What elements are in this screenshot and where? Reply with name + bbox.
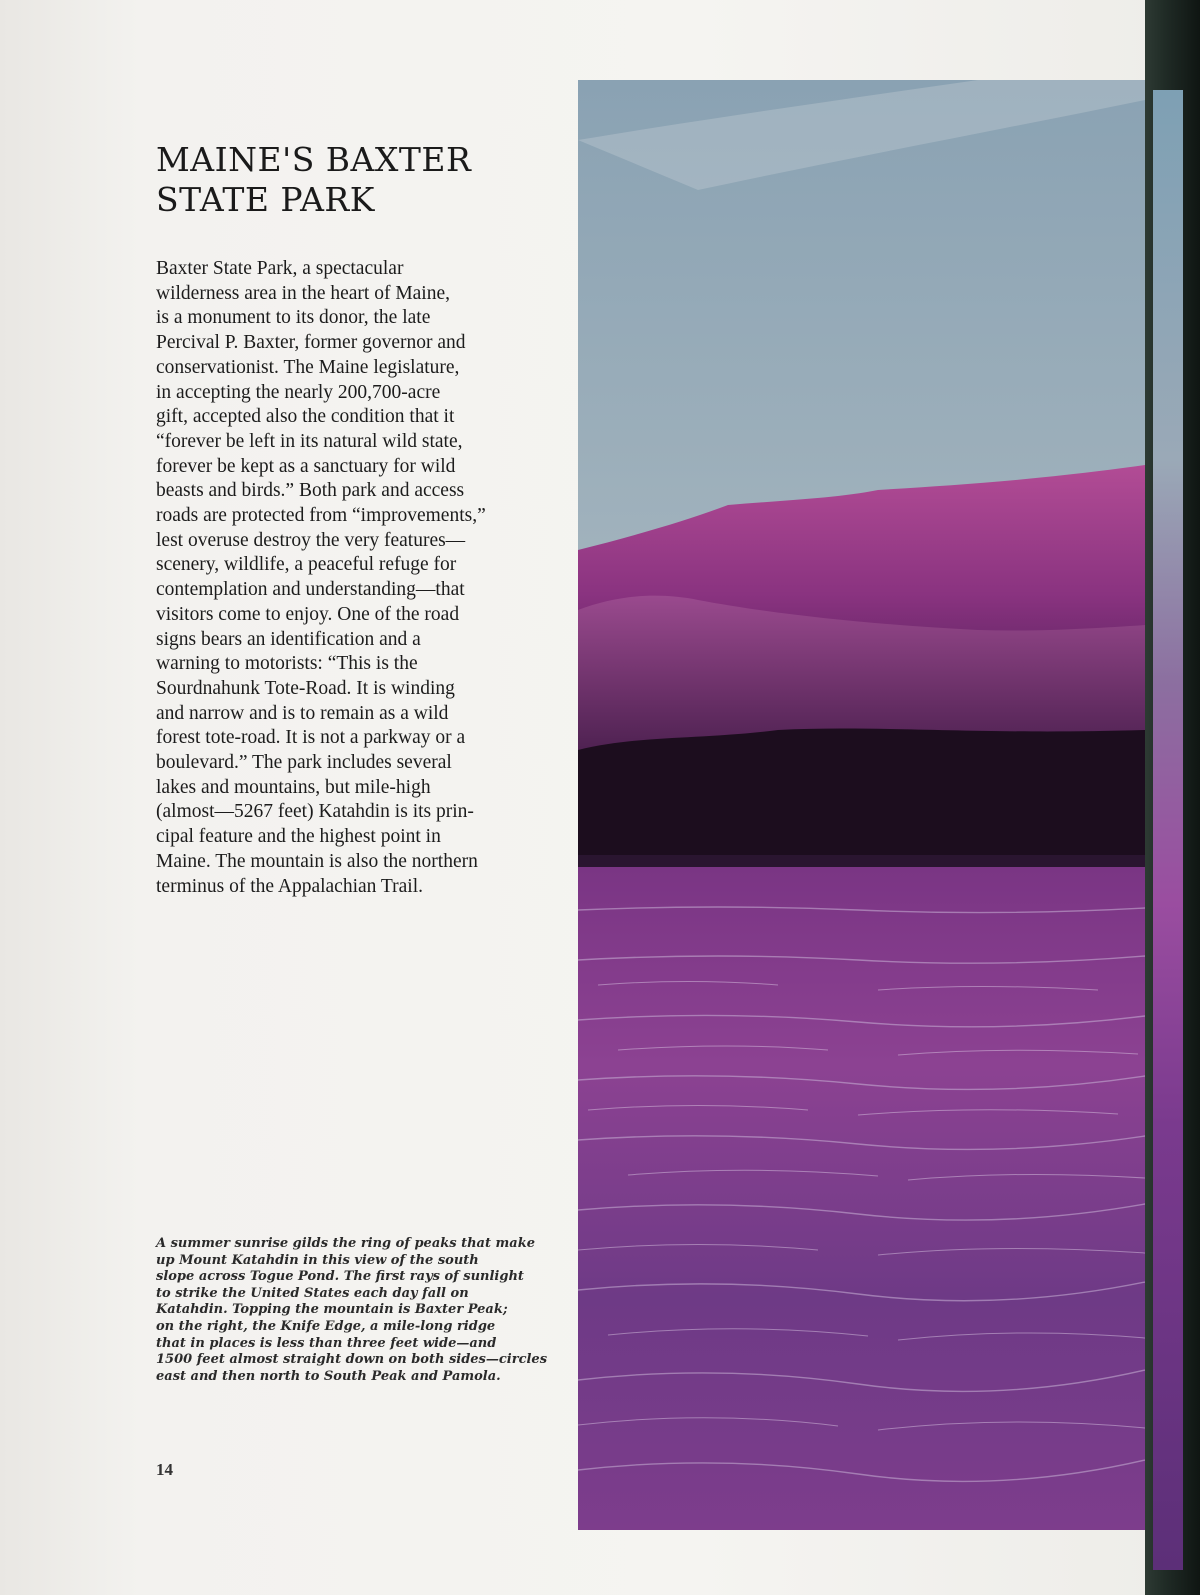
page-number: 14 [156, 1460, 173, 1479]
title-line-1: MAINE'S BAXTER [156, 140, 472, 179]
photo-caption: A summer sunrise gilds the ring of peaks that make up Mount Katahdin in this view of the south slope across Togue Pond. The first rays of sunlight to strike the United States each day fall on Katahdin. Topping the mountain is Baxter Peak; on the right, the Knife Edge, a mile-long ridge that in places is less than three feet wide—and 1500 feet almost straight down on both sides—circles east and then north to South Peak and Pamola. [156, 1236, 548, 1384]
katahdin-sunrise-photo [578, 80, 1145, 1530]
book-cover-edge [1145, 0, 1200, 1595]
facing-page-edge [1153, 90, 1183, 1570]
page-title [156, 140, 576, 220]
title-line-2: STATE PARK [156, 180, 375, 219]
body-paragraph: Baxter State Park, a spectacular wilderness area in the heart of Maine, is a monument to its donor, the late Percival P. Baxter, former governor and conservationist. The Maine legislature, in accepting the nearly 200,700-acre gift, accepted also the condition that it “forever be left in its natural wild state, forever be kept as a sanctuary for wild beasts and birds.” Both park and access roads are protected from “improvements,” lest overuse destroy the very features— scenery, wildlife, a peaceful refuge for contemplation and understanding—that visitors come to enjoy. One of the road signs bears an identification and a warning to motorists: “This is the Sourdnahunk Tote-Road. It is winding and narrow and is to remain as a wild forest tote-road. It is not a parkway or a boulevard.” The park includes several lakes and mountains, but mile-high (almost—5267 feet) Katahdin is its prin- cipal feature and the highest point in Maine. The mountain is also the northern terminus of the Appalachian Trail. [156, 258, 486, 897]
